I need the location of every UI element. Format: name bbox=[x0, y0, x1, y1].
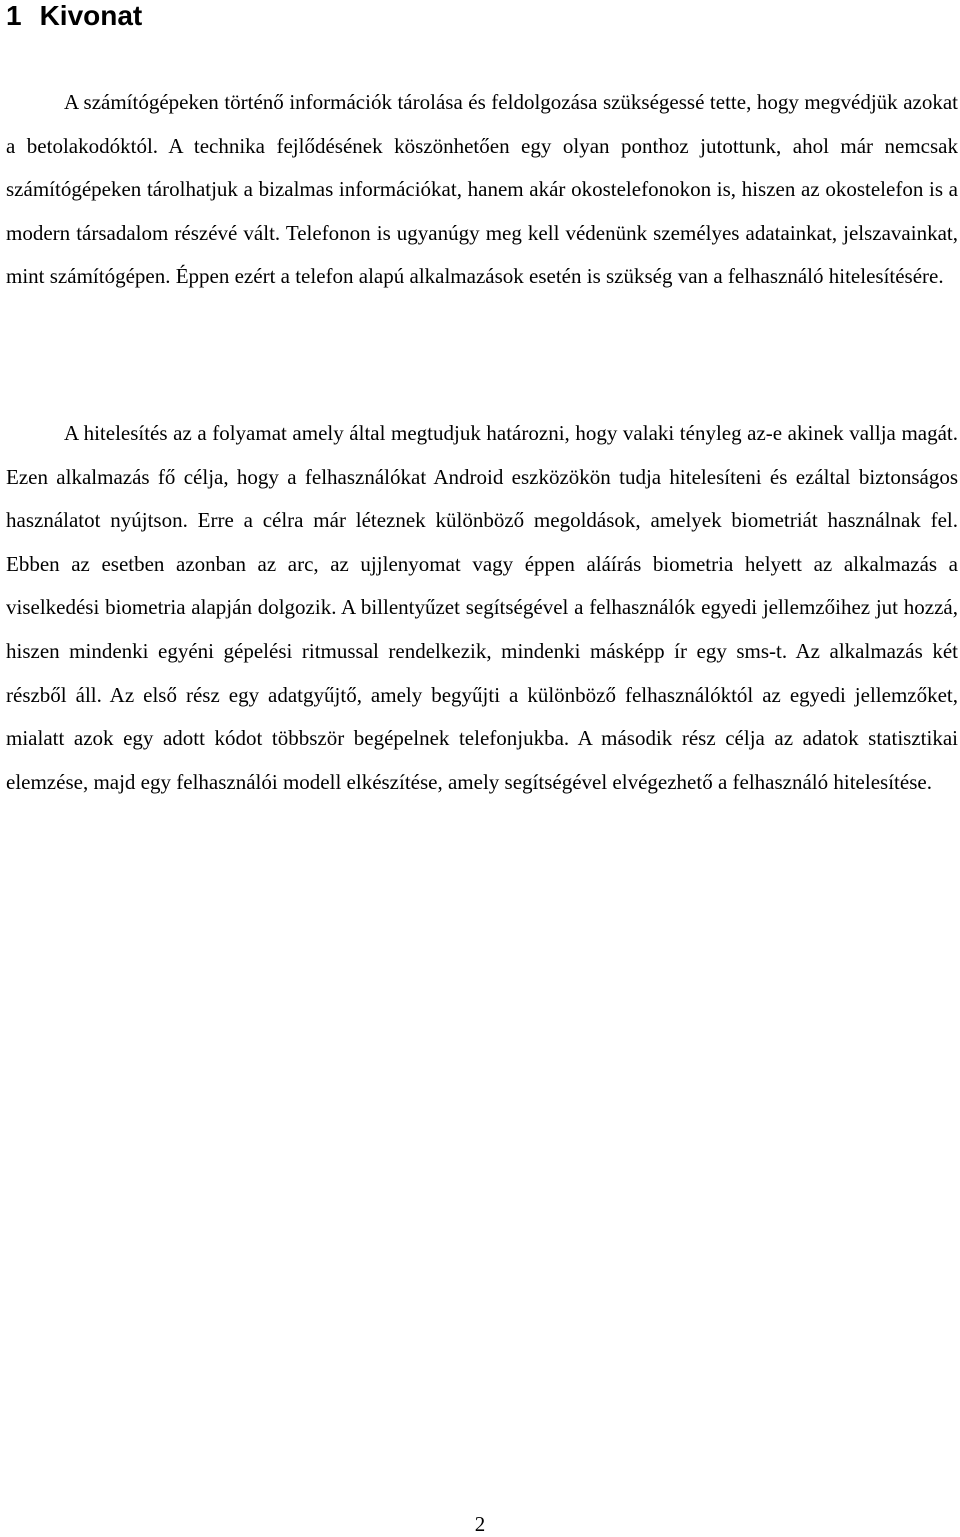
page-number: 2 bbox=[474, 1512, 486, 1536]
paragraph-intro: A számítógépeken történő információk tárolása és feldolgozása szükségessé tette, hogy megvédjük azokat a betolakodóktól. A technika fejlődésének köszönhetően egy olyan ponthoz jutottunk, ahol már nemcsak számítógépeken tárolhatjuk a bizalmas információkat, hanem akár okostelefonokon is, hiszen az okostelefon is a modern társadalom részévé vált. Telefonon is ugyanúgy meg kell védenünk személyes adatainkat, jelszavainkat, mint számítógépen. Éppen ezért a telefon alapú alkalmazások esetén is szükség van a felhasználó hitelesítésére. bbox=[6, 90, 958, 289]
paragraph-authentication: A hitelesítés az a folyamat amely által megtudjuk határozni, hogy valaki tényleg az-e akinek vallja magát. Ezen alkalmazás fő célja, hogy a felhasználókat Android eszközökön tudja hitelesíteni és ezáltal biztonságos használatot nyújtson. Erre a célra már léteznek különböző megoldások, amelyek biometriát használnak fel. Ebben az esetben azonban az arc, az ujjlenyomat vagy éppen aláírás biometria helyett az alkalmazás a viselkedési biometria alapján dolgozik. A billentyűzet segítségével a felhasználók egyedi jellemzőihez jut hozzá, hiszen mindenki egyéni gépelési ritmussal rendelkezik, mindenki másképp ír egy sms-t. Az alkalmazás két részből áll. Az első rész egy adatgyűjtő, amely begyűjti a különböző felhasználóktól az egyedi jellemzőket, mialatt azok egy adott kódot többször begépelnek telefonjukba. A második rész célja az adatok statisztikai elemzése, majd egy felhasználói modell elkészítése, amely segítségével elvégezhető a felhasználó hitelesítése. bbox=[6, 421, 958, 794]
section-number: 1 bbox=[6, 0, 22, 31]
section-title: Kivonat bbox=[39, 0, 143, 31]
section-heading bbox=[6, 0, 142, 32]
